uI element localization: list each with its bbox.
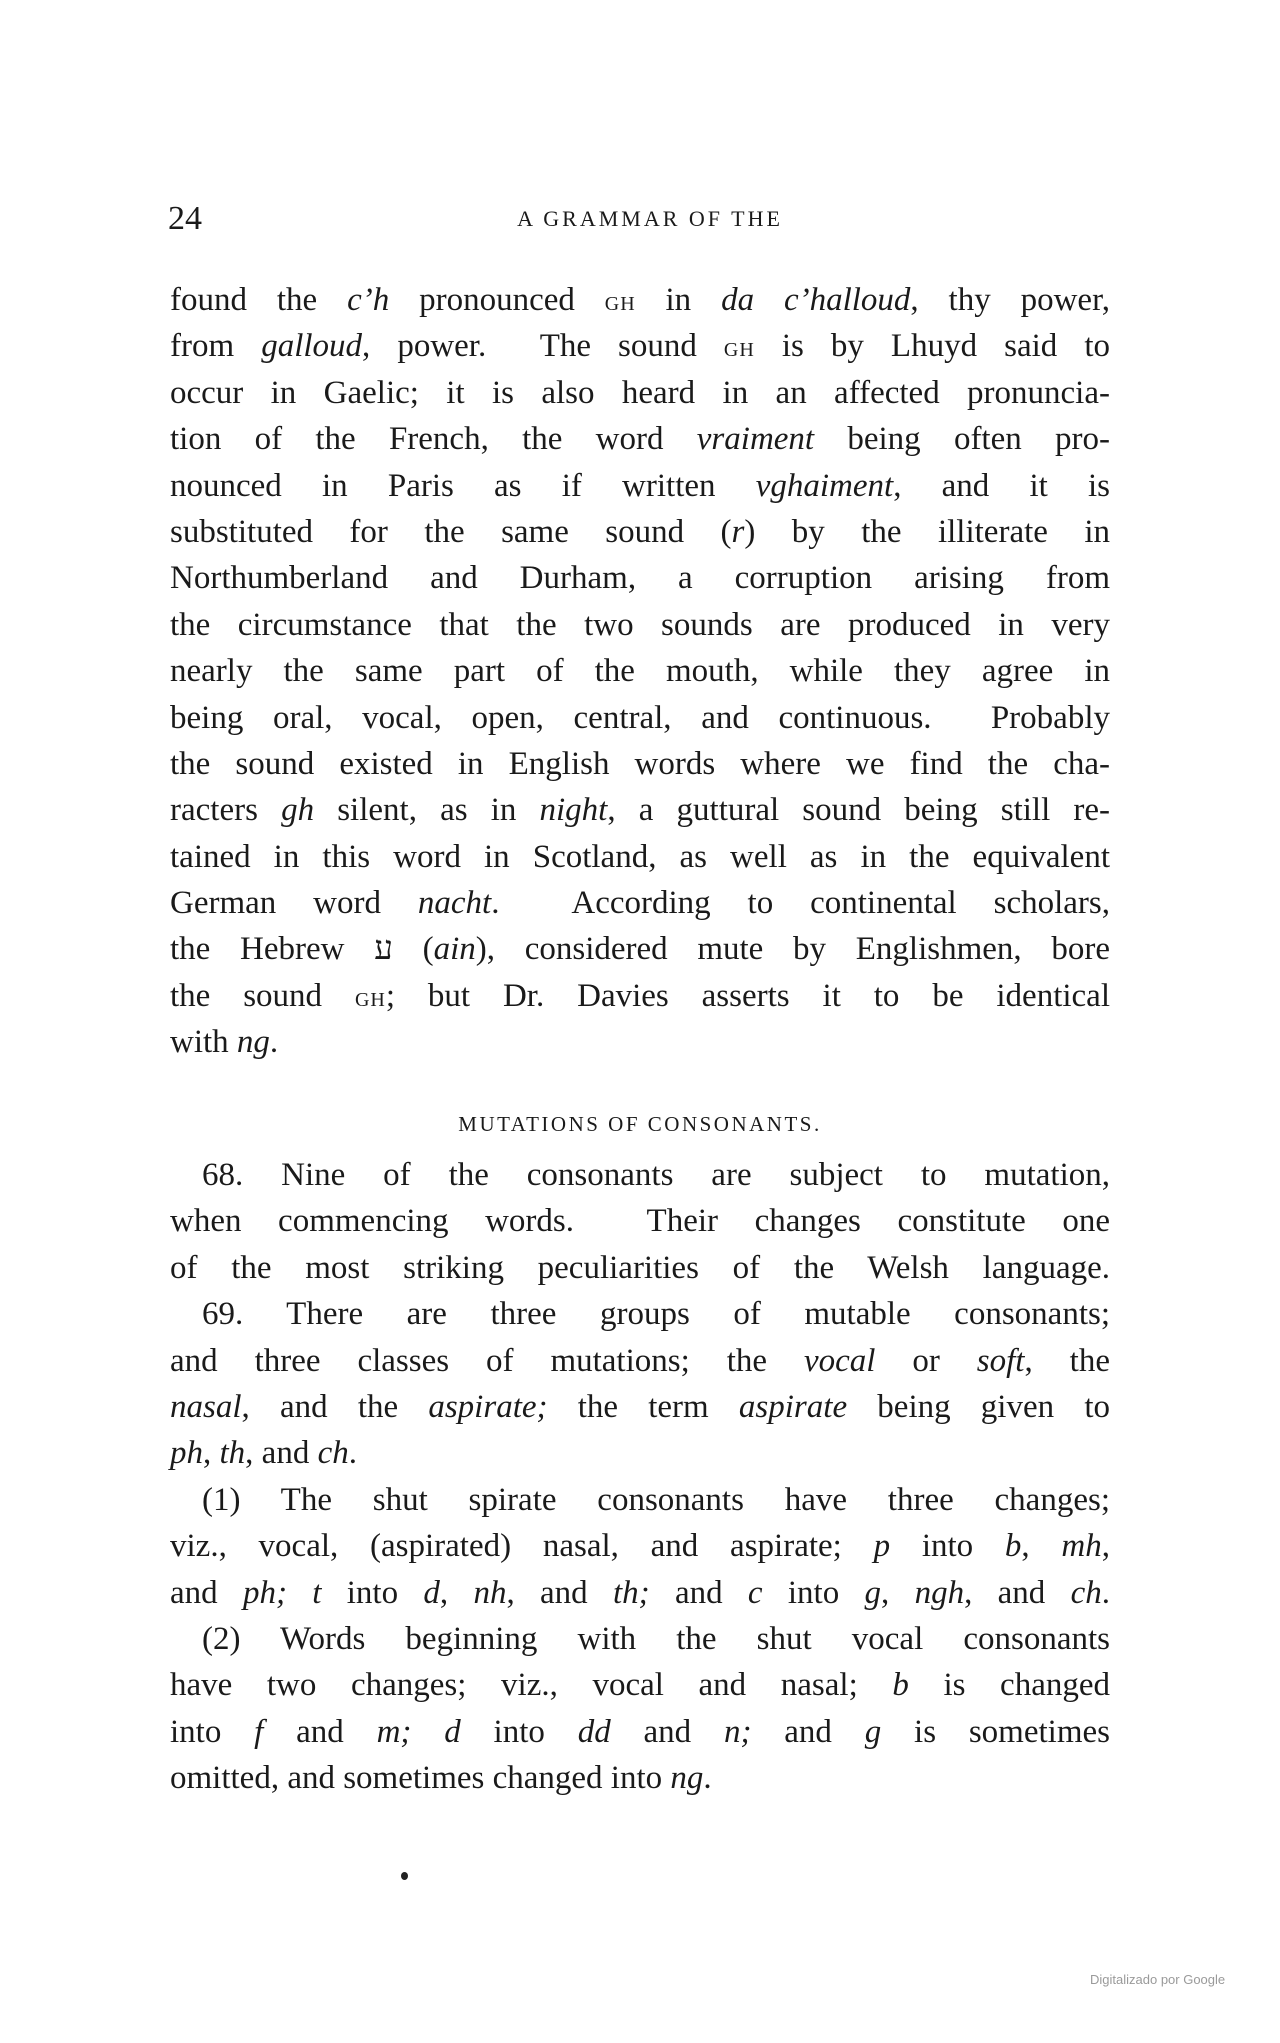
italic-text: da c’halloud <box>721 282 911 318</box>
italic-text: gh <box>281 792 315 829</box>
italic-text: t <box>312 1574 322 1611</box>
text-run: and <box>649 1574 748 1611</box>
text-run: into <box>321 1574 424 1611</box>
italic-text: mh <box>1061 1528 1102 1565</box>
italic-text: ng <box>236 1024 270 1061</box>
italic-text: aspirate <box>738 1388 848 1425</box>
text-line <box>170 1384 1110 1430</box>
text-run: and <box>263 1713 377 1750</box>
italic-text: ch <box>1070 1574 1102 1611</box>
italic-text: ch <box>317 1435 349 1472</box>
text-run: being given to <box>847 1388 1110 1425</box>
text-run: into <box>762 1574 865 1611</box>
text-run: found the <box>170 282 348 318</box>
text-run: , <box>881 1574 915 1611</box>
text-run: . <box>1101 1574 1110 1611</box>
italic-text: nh <box>473 1574 507 1611</box>
italic-text: vraiment <box>696 421 815 458</box>
text-run: ) by the illiterate in <box>744 513 1110 550</box>
text-line <box>170 1755 1110 1801</box>
italic-text: nasal <box>170 1388 242 1425</box>
text-run: (2) Words beginning with the shut vocal consonants <box>202 1620 1110 1657</box>
italic-text: galloud <box>261 328 363 365</box>
text-run: occur in Gaelic; it is also heard in an affected pronuncia- <box>170 374 1110 411</box>
text-run: nearly the same part of the mouth, while they agree in <box>170 653 1110 690</box>
text-run: of the most striking peculiarities of the Welsh language. <box>170 1249 1110 1286</box>
text-run: ), considered mute by Englishmen, bore <box>475 931 1110 968</box>
text-line <box>170 277 1110 323</box>
text-line <box>170 1430 1110 1476</box>
text-line <box>170 834 1110 880</box>
text-run: when commencing words. Their changes constitute one <box>170 1203 1110 1240</box>
text-run: . <box>703 1760 712 1797</box>
italic-text: vghaiment <box>755 467 894 504</box>
italic-text: th <box>219 1435 246 1472</box>
small-caps-text: gh <box>354 981 386 1013</box>
italic-text: nacht <box>417 885 492 922</box>
text-run: is changed <box>908 1667 1110 1704</box>
italic-text: soft <box>976 1342 1025 1379</box>
text-line <box>170 926 1110 972</box>
text-run: being often pro- <box>814 421 1110 458</box>
italic-text: dd <box>577 1713 611 1750</box>
text-line <box>170 787 1110 833</box>
small-caps-text: gh <box>723 332 755 364</box>
italic-text: b <box>1004 1528 1022 1565</box>
text-line <box>170 741 1110 787</box>
text-line <box>170 1198 1110 1244</box>
body-text-paragraph <box>170 277 1110 1066</box>
text-line <box>170 1291 1110 1337</box>
text-run: substituted for the same sound ( <box>170 513 732 550</box>
text-line <box>170 1245 1110 1291</box>
text-run <box>411 1714 444 1750</box>
text-run: from <box>170 328 262 365</box>
ink-speck <box>401 1872 408 1880</box>
text-run: pronounced <box>389 282 605 318</box>
text-run: , and it is <box>893 467 1110 504</box>
text-run: the Hebrew ע ( <box>170 931 434 968</box>
italic-text: m; <box>376 1713 412 1750</box>
text-run: nounced in Paris as if written <box>170 467 756 504</box>
italic-text: ph <box>170 1435 203 1472</box>
text-line <box>170 695 1110 741</box>
text-run: , the <box>1024 1342 1110 1379</box>
text-run: into <box>890 1528 1005 1565</box>
text-line <box>170 416 1110 462</box>
text-run: is sometimes <box>881 1713 1110 1750</box>
text-run: and <box>751 1713 865 1750</box>
text-run: and <box>610 1713 724 1750</box>
italic-text: d <box>423 1574 440 1611</box>
text-run: with <box>170 1024 237 1061</box>
text-line <box>170 1662 1110 1708</box>
italic-text: c’h <box>347 282 390 318</box>
italic-text: p <box>873 1528 891 1565</box>
italic-text: g <box>864 1574 882 1611</box>
running-title: A GRAMMAR OF THE <box>517 206 783 231</box>
text-run: , and <box>506 1574 613 1611</box>
text-line <box>170 1709 1110 1755</box>
italic-text: ng <box>670 1760 704 1797</box>
text-line <box>170 880 1110 926</box>
text-run: being oral, vocal, open, central, and continuous. Probably <box>170 699 1110 736</box>
text-run: racters <box>170 792 282 829</box>
italic-text: ain <box>433 931 476 968</box>
italic-text: f <box>254 1713 264 1750</box>
italic-text: aspirate; <box>428 1388 548 1425</box>
italic-text: ngh <box>914 1574 965 1611</box>
text-run: 68. Nine of the consonants are subject to mutation, <box>202 1157 1110 1193</box>
text-run: the sound existed in English words where we find the cha- <box>170 745 1110 782</box>
text-line <box>170 1152 1110 1198</box>
text-line <box>170 370 1110 416</box>
italic-text: g <box>864 1713 882 1750</box>
text-line <box>170 1523 1110 1569</box>
text-run: , power. The sound <box>362 328 724 365</box>
text-run: , <box>203 1435 220 1472</box>
text-line <box>170 509 1110 555</box>
text-line <box>170 973 1110 1019</box>
text-run: tained in this word in Scotland, as well as in the equivalent <box>170 838 1110 875</box>
italic-text: night <box>539 792 608 829</box>
text-run: in <box>635 282 722 318</box>
text-run: have two changes; viz., vocal and nasal; <box>170 1667 893 1704</box>
text-run: and three classes of mutations; the <box>170 1342 804 1379</box>
text-line <box>170 463 1110 509</box>
text-run: is by Lhuyd said to <box>754 328 1110 365</box>
text-run: , and the <box>241 1388 429 1425</box>
text-run: silent, as in <box>314 792 540 829</box>
text-line <box>170 648 1110 694</box>
text-run: . According to continental scholars, <box>491 885 1110 922</box>
page-number: 24 <box>168 200 202 237</box>
text-run: , a guttural sound being still re- <box>607 792 1110 829</box>
text-run: , <box>439 1574 474 1611</box>
text-run: into <box>170 1713 255 1750</box>
text-run: ; but Dr. Davies asserts it to be identical <box>385 977 1110 1014</box>
text-run: viz., vocal, (aspirated) nasal, and aspirate; <box>170 1528 874 1565</box>
text-run: , thy power, <box>910 282 1110 318</box>
text-line <box>170 602 1110 648</box>
text-run: . <box>348 1435 357 1472</box>
text-run: , <box>1021 1528 1062 1565</box>
section-heading: MUTATIONS OF CONSONANTS. <box>458 1112 822 1136</box>
text-run: , <box>1101 1528 1110 1565</box>
text-run: . <box>269 1024 279 1061</box>
text-run: , and <box>245 1435 318 1472</box>
text-run: the circumstance that the two sounds are produced in very <box>170 606 1110 643</box>
text-run: into <box>460 1713 578 1750</box>
text-line <box>170 323 1110 369</box>
italic-text: r <box>731 513 745 550</box>
italic-text: ph; <box>242 1574 287 1611</box>
italic-text: n; <box>723 1713 752 1750</box>
text-run: , and <box>964 1574 1071 1611</box>
text-line <box>170 1570 1110 1616</box>
text-line <box>170 1477 1110 1523</box>
text-line <box>170 555 1110 601</box>
text-run: tion of the French, the word <box>170 421 697 458</box>
text-run: 69. There are three groups of mutable consonants; <box>202 1296 1110 1333</box>
text-run: omitted, and sometimes changed into <box>170 1760 671 1797</box>
text-run: Northumberland and Durham, a corruption arising from <box>170 560 1110 597</box>
italic-text: th; <box>612 1574 650 1611</box>
text-line <box>170 1019 1110 1065</box>
text-run: the term <box>547 1388 739 1425</box>
text-run: the sound <box>170 977 355 1014</box>
text-run: and <box>170 1574 243 1611</box>
italic-text: b <box>892 1667 909 1704</box>
text-line <box>170 1338 1110 1384</box>
text-line <box>170 1616 1110 1662</box>
text-run: or <box>875 1342 977 1379</box>
digitization-credit: Digitalizado por Google <box>1090 1972 1226 1987</box>
text-run <box>287 1575 312 1611</box>
text-run: German word <box>170 885 418 922</box>
mutations-paragraphs <box>170 1152 1110 1801</box>
small-caps-text: gh <box>604 286 636 317</box>
italic-text: c <box>747 1574 763 1611</box>
italic-text: vocal <box>803 1342 876 1379</box>
text-run: (1) The shut spirate consonants have three changes; <box>202 1481 1110 1518</box>
italic-text: d <box>444 1713 461 1750</box>
